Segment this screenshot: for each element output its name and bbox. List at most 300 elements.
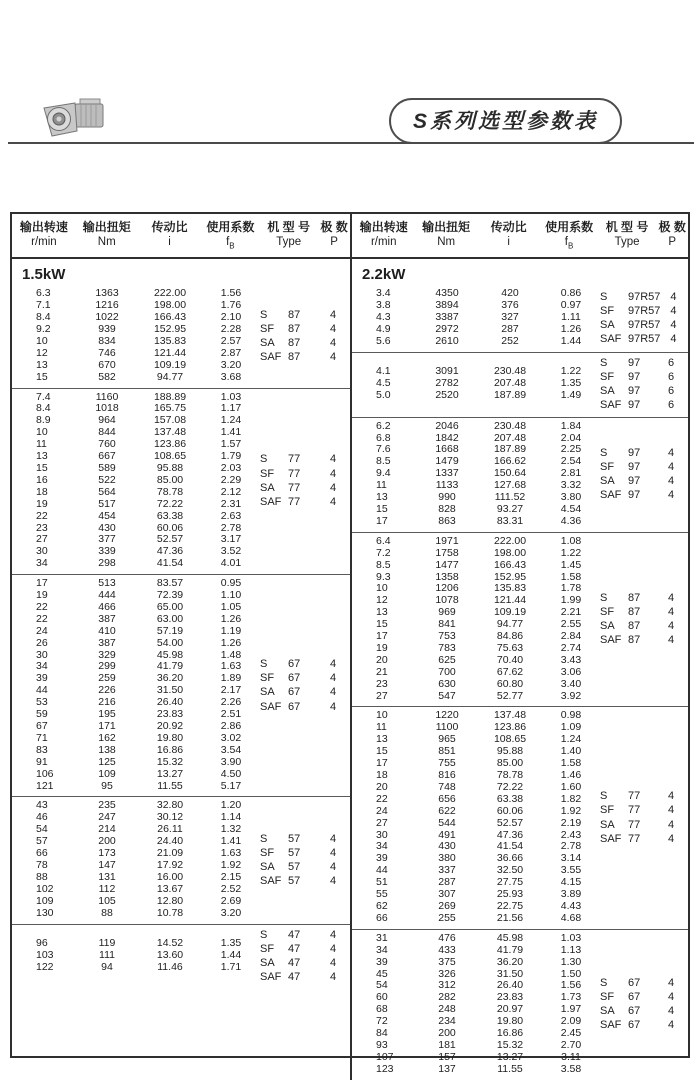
ratio-value: 84.86 (496, 630, 524, 643)
output-torque-value: 746 (98, 346, 116, 359)
service-factor-value: 2.12 (220, 485, 242, 498)
service-factor-value: 2.26 (220, 696, 242, 709)
output-speed-value: 39 (36, 672, 48, 685)
output-speed-value: 17 (376, 514, 388, 527)
type-entry (260, 832, 350, 846)
output-speed-value: 66 (36, 847, 48, 860)
output-speed-value: 96 (36, 937, 48, 950)
column-header-cn: 输出转速 (359, 220, 408, 234)
type-model: 97 (628, 489, 641, 502)
service-factor-value: 1.20 (220, 799, 242, 812)
ratio-value: 70.40 (496, 653, 524, 666)
type-model: 97R57 (628, 290, 661, 303)
output-speed-value: 44 (376, 864, 388, 877)
output-speed-value: 31 (376, 931, 388, 944)
type-prefix: S (260, 308, 268, 321)
ratio-value: 63.00 (156, 612, 184, 625)
table-row (12, 781, 260, 793)
model-block (12, 388, 350, 575)
service-factor-value: 1.22 (560, 546, 582, 559)
model-block (352, 532, 688, 707)
table-row (12, 884, 260, 896)
output-speed-value: 10 (376, 709, 388, 722)
ratio-value: 198.00 (493, 546, 527, 559)
column-header-cn: 输出转速 (19, 220, 68, 234)
output-torque-value: 939 (98, 323, 116, 336)
output-speed-value: 53 (36, 696, 48, 709)
output-speed-value: 20 (376, 780, 388, 793)
output-torque-value: 430 (438, 840, 456, 853)
output-speed-value: 12 (376, 594, 388, 607)
output-torque-value: 255 (438, 911, 456, 924)
output-torque-value: 298 (98, 557, 116, 570)
ratio-value: 30.12 (156, 811, 184, 824)
output-torque-value: 1018 (95, 402, 119, 415)
ratio-value: 207.48 (493, 431, 527, 444)
service-factor-value: 2.25 (560, 443, 582, 456)
output-torque-value: 1216 (95, 299, 119, 312)
service-factor-value: 5.17 (220, 779, 242, 792)
column-header-unit: r/min (370, 236, 397, 248)
service-factor-value: 2.31 (220, 497, 242, 510)
output-speed-value: 5.0 (376, 389, 391, 402)
output-torque-value: 1160 (95, 390, 119, 403)
output-torque-value: 216 (98, 696, 116, 709)
service-factor-value: 4.01 (220, 557, 242, 570)
column-header-cn: 传动比 (490, 220, 527, 234)
table-row (12, 962, 260, 974)
type-list (260, 928, 350, 985)
pole-count: 4 (329, 860, 337, 873)
output-torque-value: 2520 (435, 389, 459, 402)
service-factor-value: 2.55 (560, 618, 582, 631)
type-model: 87 (288, 322, 301, 335)
output-torque-value: 282 (438, 991, 456, 1004)
table-row (12, 558, 260, 570)
output-speed-value: 26 (36, 636, 48, 649)
output-speed-value: 9.4 (376, 467, 391, 480)
service-factor-value: 1.63 (220, 847, 242, 860)
output-speed-value: 55 (376, 888, 388, 901)
type-prefix: S (600, 290, 608, 303)
table-row (352, 933, 600, 945)
ratio-value: 207.48 (493, 377, 527, 390)
output-torque-value: 3894 (435, 299, 459, 312)
service-factor-value: 1.76 (220, 299, 242, 312)
output-torque-value: 287 (438, 876, 456, 889)
ratio-value: 65.00 (156, 600, 184, 613)
service-factor-value: 1.11 (561, 311, 581, 324)
ratio-value: 63.38 (496, 792, 524, 805)
service-factor-value: 2.51 (220, 708, 242, 721)
output-torque-value: 667 (98, 450, 116, 463)
service-factor-value: 1.84 (560, 419, 582, 432)
table-row (12, 908, 260, 920)
output-speed-value: 78 (36, 858, 48, 871)
type-prefix: SA (600, 385, 615, 398)
table-row (12, 626, 260, 638)
pole-count: 4 (329, 686, 337, 699)
type-prefix: SAF (600, 489, 622, 502)
ratio-value: 11.46 (157, 960, 183, 973)
pole-count: 6 (667, 385, 675, 398)
type-prefix: S (600, 976, 608, 989)
output-torque-value: 491 (438, 828, 456, 841)
service-factor-value: 1.19 (220, 624, 242, 637)
output-speed-value: 34 (376, 840, 388, 853)
service-factor-value: 1.82 (560, 792, 582, 805)
type-prefix: SAF (600, 634, 622, 647)
service-factor-value: 1.92 (220, 858, 242, 871)
output-speed-value: 83 (36, 743, 48, 756)
type-entry (600, 1018, 688, 1032)
ratio-value: 72.39 (156, 589, 184, 602)
ratio-value: 94.77 (156, 370, 184, 383)
type-list (600, 446, 688, 503)
output-torque-value: 841 (438, 618, 456, 631)
output-speed-value: 11 (376, 721, 387, 734)
type-prefix: SF (260, 467, 275, 480)
ratio-value: 85.00 (496, 757, 524, 770)
pole-count: 4 (329, 322, 337, 335)
ratio-value: 166.43 (493, 558, 527, 571)
pole-count: 4 (329, 657, 337, 670)
output-torque-value: 200 (98, 835, 116, 848)
ratio-value: 109.19 (493, 606, 527, 619)
type-prefix: S (260, 832, 268, 845)
pole-count: 4 (670, 319, 677, 332)
type-prefix: SA (600, 319, 615, 332)
table-row (12, 499, 260, 511)
output-torque-value: 410 (98, 624, 116, 637)
type-entry (600, 605, 688, 619)
table-row (352, 957, 600, 969)
pole-count: 4 (667, 605, 675, 618)
table-row (352, 1064, 600, 1076)
output-torque-value: 656 (438, 792, 456, 805)
service-factor-value: 1.35 (220, 937, 242, 950)
output-speed-value: 34 (36, 557, 48, 570)
output-speed-value: 4.5 (376, 377, 391, 390)
output-torque-value: 513 (98, 577, 116, 590)
type-model: 97 (628, 356, 641, 369)
service-factor-value: 1.41 (220, 835, 242, 848)
data-rows (352, 288, 600, 348)
output-speed-value: 91 (36, 755, 48, 768)
output-torque-value: 1078 (435, 594, 459, 607)
type-entry (260, 671, 350, 685)
ratio-value: 123.86 (153, 438, 187, 451)
output-torque-value: 851 (438, 745, 456, 758)
output-speed-value: 7.2 (376, 546, 391, 559)
ratio-value: 85.00 (156, 473, 184, 486)
output-torque-value: 1758 (435, 546, 459, 559)
service-factor-value: 1.35 (560, 377, 582, 390)
type-prefix: SF (600, 605, 615, 618)
table-header-row (12, 214, 688, 259)
pole-count: 4 (667, 620, 675, 633)
output-speed-value: 24 (376, 804, 388, 817)
ratio-value: 26.11 (157, 823, 183, 836)
ratio-value: 111.52 (494, 491, 526, 504)
output-speed-value: 51 (376, 876, 388, 889)
output-speed-value: 17 (376, 757, 388, 770)
type-prefix: SA (600, 1005, 615, 1018)
table-row (12, 511, 260, 523)
output-speed-value: 22 (376, 792, 388, 805)
service-factor-value: 1.78 (560, 582, 582, 595)
service-factor-value: 2.15 (220, 870, 242, 883)
power-label: 2.2kW (362, 266, 406, 284)
output-torque-value: 387 (98, 612, 116, 625)
service-factor-value: 1.58 (560, 570, 582, 583)
output-speed-value: 72 (376, 1015, 388, 1028)
output-speed-value: 10 (36, 334, 48, 347)
type-entry (260, 928, 350, 942)
output-speed-value: 4.3 (376, 311, 391, 324)
type-model: 67 (628, 1019, 641, 1032)
service-factor-value: 2.63 (220, 509, 242, 522)
type-prefix: SF (260, 942, 275, 955)
data-rows (352, 710, 600, 924)
service-factor-value: 4.50 (220, 767, 242, 780)
column-header (598, 220, 656, 253)
output-torque-value: 157 (438, 1050, 456, 1063)
output-speed-value: 30 (376, 828, 388, 841)
ratio-value: 16.86 (156, 743, 184, 756)
table-row (352, 336, 600, 348)
type-model: 47 (288, 928, 301, 941)
table-row (352, 516, 600, 528)
ratio-value: 41.79 (156, 660, 184, 673)
ratio-value: 16.86 (496, 1027, 524, 1040)
output-torque-value: 329 (98, 648, 116, 661)
output-torque-value: 589 (98, 461, 116, 474)
type-entry (260, 860, 350, 874)
output-torque-value: 269 (438, 899, 456, 912)
type-prefix: SA (260, 336, 275, 349)
ratio-value: 83.57 (156, 577, 184, 590)
ratio-value: 41.79 (496, 943, 524, 956)
output-torque-value: 433 (438, 943, 456, 956)
service-factor-value: 3.20 (220, 358, 242, 371)
service-factor-value: 2.52 (220, 882, 242, 895)
service-factor-value: 1.24 (220, 414, 242, 427)
type-entry (260, 956, 350, 970)
service-factor-value: 2.78 (220, 521, 242, 534)
service-factor-value: 3.92 (560, 689, 582, 702)
output-speed-value: 107 (376, 1050, 394, 1063)
pole-count: 4 (329, 308, 337, 321)
service-factor-value: 3.20 (220, 906, 242, 919)
output-torque-value: 109 (98, 767, 116, 780)
output-speed-value: 13 (36, 358, 48, 371)
service-factor-value: 2.21 (560, 606, 582, 619)
type-entry (600, 370, 688, 384)
ratio-value: 20.92 (156, 720, 184, 733)
output-torque-value: 181 (438, 1038, 456, 1051)
output-speed-value: 62 (376, 899, 388, 912)
ratio-value: 83.31 (496, 514, 524, 527)
output-torque-value: 2046 (435, 419, 459, 432)
column-header (477, 220, 540, 253)
output-speed-value: 23 (376, 677, 388, 690)
output-speed-value: 45 (376, 967, 388, 980)
table-row (352, 818, 600, 830)
data-rows (12, 578, 260, 792)
output-torque-value: 1100 (435, 721, 459, 734)
output-torque-value: 964 (98, 414, 116, 427)
output-torque-value: 1220 (435, 709, 459, 722)
type-model: 97R57 (628, 304, 661, 317)
table-row (12, 757, 260, 769)
table-row (352, 806, 600, 818)
ratio-value: 121.44 (153, 346, 187, 359)
data-rows (12, 392, 260, 571)
type-prefix: S (600, 446, 608, 459)
output-speed-value: 19 (376, 641, 388, 654)
service-factor-value: 1.41 (220, 426, 242, 439)
service-factor-value: 2.17 (220, 684, 242, 697)
column-header-unit: Type (614, 236, 640, 248)
selection-parameter-table (10, 212, 690, 1075)
service-factor-value: 3.90 (220, 755, 242, 768)
ratio-value: 287 (501, 323, 519, 336)
type-prefix: SF (600, 461, 615, 474)
ratio-value: 45.98 (156, 648, 184, 661)
service-factor-value: 3.17 (220, 533, 242, 546)
output-torque-value: 131 (98, 870, 116, 883)
service-factor-value: 2.81 (560, 467, 582, 480)
type-model: 47 (288, 971, 301, 984)
pole-count: 4 (329, 467, 337, 480)
service-factor-value: 1.03 (560, 931, 582, 944)
type-list (600, 976, 688, 1033)
ratio-value: 23.83 (496, 991, 524, 1004)
column-header-unit: P (668, 236, 676, 248)
service-factor-value: 3.11 (561, 1050, 581, 1063)
output-speed-value: 27 (36, 533, 48, 546)
pole-count: 4 (667, 804, 675, 817)
table-row (12, 872, 260, 884)
type-prefix: SAF (600, 832, 622, 845)
service-factor-value: 1.92 (560, 804, 582, 817)
service-factor-value: 1.24 (560, 733, 582, 746)
output-torque-value: 622 (438, 804, 456, 817)
ratio-value: 19.80 (496, 1015, 524, 1028)
service-factor-value: 2.57 (220, 334, 242, 347)
pole-count: 4 (329, 672, 337, 685)
ratio-value: 32.50 (496, 864, 524, 877)
type-prefix: SF (260, 322, 275, 335)
data-rows (12, 800, 260, 919)
table-header-right (350, 214, 688, 257)
type-model: 77 (628, 804, 641, 817)
service-factor-value: 1.26 (220, 636, 242, 649)
service-factor-value: 4.36 (560, 514, 582, 527)
type-entry (600, 356, 688, 370)
table-row (352, 655, 600, 667)
output-torque-value: 1668 (435, 443, 459, 456)
ratio-value: 11.55 (157, 779, 183, 792)
ratio-value: 165.75 (153, 402, 187, 415)
output-torque-value: 1337 (435, 467, 459, 480)
ratio-value: 45.98 (496, 931, 524, 944)
column-header-unit: $f_B$ (564, 236, 574, 251)
output-speed-value: 67 (36, 720, 48, 733)
output-speed-value: 15 (36, 370, 48, 383)
column-header-cn: 极 数 (658, 220, 686, 234)
output-torque-value: 259 (98, 672, 116, 685)
type-model: 87 (628, 634, 641, 647)
output-torque-value: 454 (98, 509, 116, 522)
ratio-value: 252 (501, 334, 519, 347)
column-header-cn: 机 型 号 (605, 220, 649, 234)
service-factor-value: 1.17 (220, 402, 242, 415)
column-1-5kw (12, 259, 350, 1079)
output-torque-value: 476 (438, 931, 456, 944)
output-torque-value: 969 (438, 606, 456, 619)
service-factor-value: 2.86 (220, 720, 242, 733)
output-speed-value: 22 (36, 509, 48, 522)
output-speed-value: 3.8 (376, 299, 391, 312)
output-speed-value: 7.1 (36, 299, 51, 312)
service-factor-value: 2.09 (560, 1015, 582, 1028)
type-entry (600, 1004, 688, 1018)
output-torque-value: 111 (99, 948, 115, 961)
ratio-value: 32.80 (156, 799, 184, 812)
output-torque-value: 582 (98, 370, 116, 383)
service-factor-value: 3.80 (560, 491, 582, 504)
type-entry (260, 308, 350, 322)
type-entry (600, 446, 688, 460)
ratio-value: 94.77 (496, 618, 524, 631)
service-factor-value: 1.49 (560, 389, 582, 402)
model-block (12, 796, 350, 923)
output-torque-value: 1133 (435, 479, 459, 492)
type-entry (260, 481, 350, 495)
output-speed-value: 19 (36, 589, 48, 602)
type-model: 57 (288, 846, 301, 859)
type-list (260, 308, 350, 365)
pole-count: 4 (667, 634, 675, 647)
ratio-value: 13.60 (156, 948, 184, 961)
type-entry (600, 818, 688, 832)
model-block (12, 285, 350, 387)
output-torque-value: 1842 (435, 431, 459, 444)
column-header-cn: 使用系数 (545, 220, 594, 234)
ratio-value: 21.09 (156, 847, 184, 860)
type-list (260, 832, 350, 889)
pole-count: 4 (329, 956, 337, 969)
column-header (138, 220, 202, 253)
output-torque-value: 3091 (435, 365, 459, 378)
output-torque-value: 547 (438, 689, 456, 702)
ratio-value: 376 (501, 299, 519, 312)
output-torque-value: 444 (98, 589, 116, 602)
service-factor-value: 1.40 (560, 745, 582, 758)
table-row (352, 679, 600, 691)
output-torque-value: 834 (98, 334, 116, 347)
ratio-value: 108.65 (153, 450, 187, 463)
type-model: 77 (628, 790, 641, 803)
data-rows (352, 933, 600, 1076)
service-factor-value: 0.97 (560, 299, 582, 312)
output-torque-value: 544 (438, 816, 456, 829)
output-speed-value: 22 (36, 600, 48, 613)
ratio-value: 26.40 (496, 979, 524, 992)
output-speed-value: 21 (376, 665, 388, 678)
